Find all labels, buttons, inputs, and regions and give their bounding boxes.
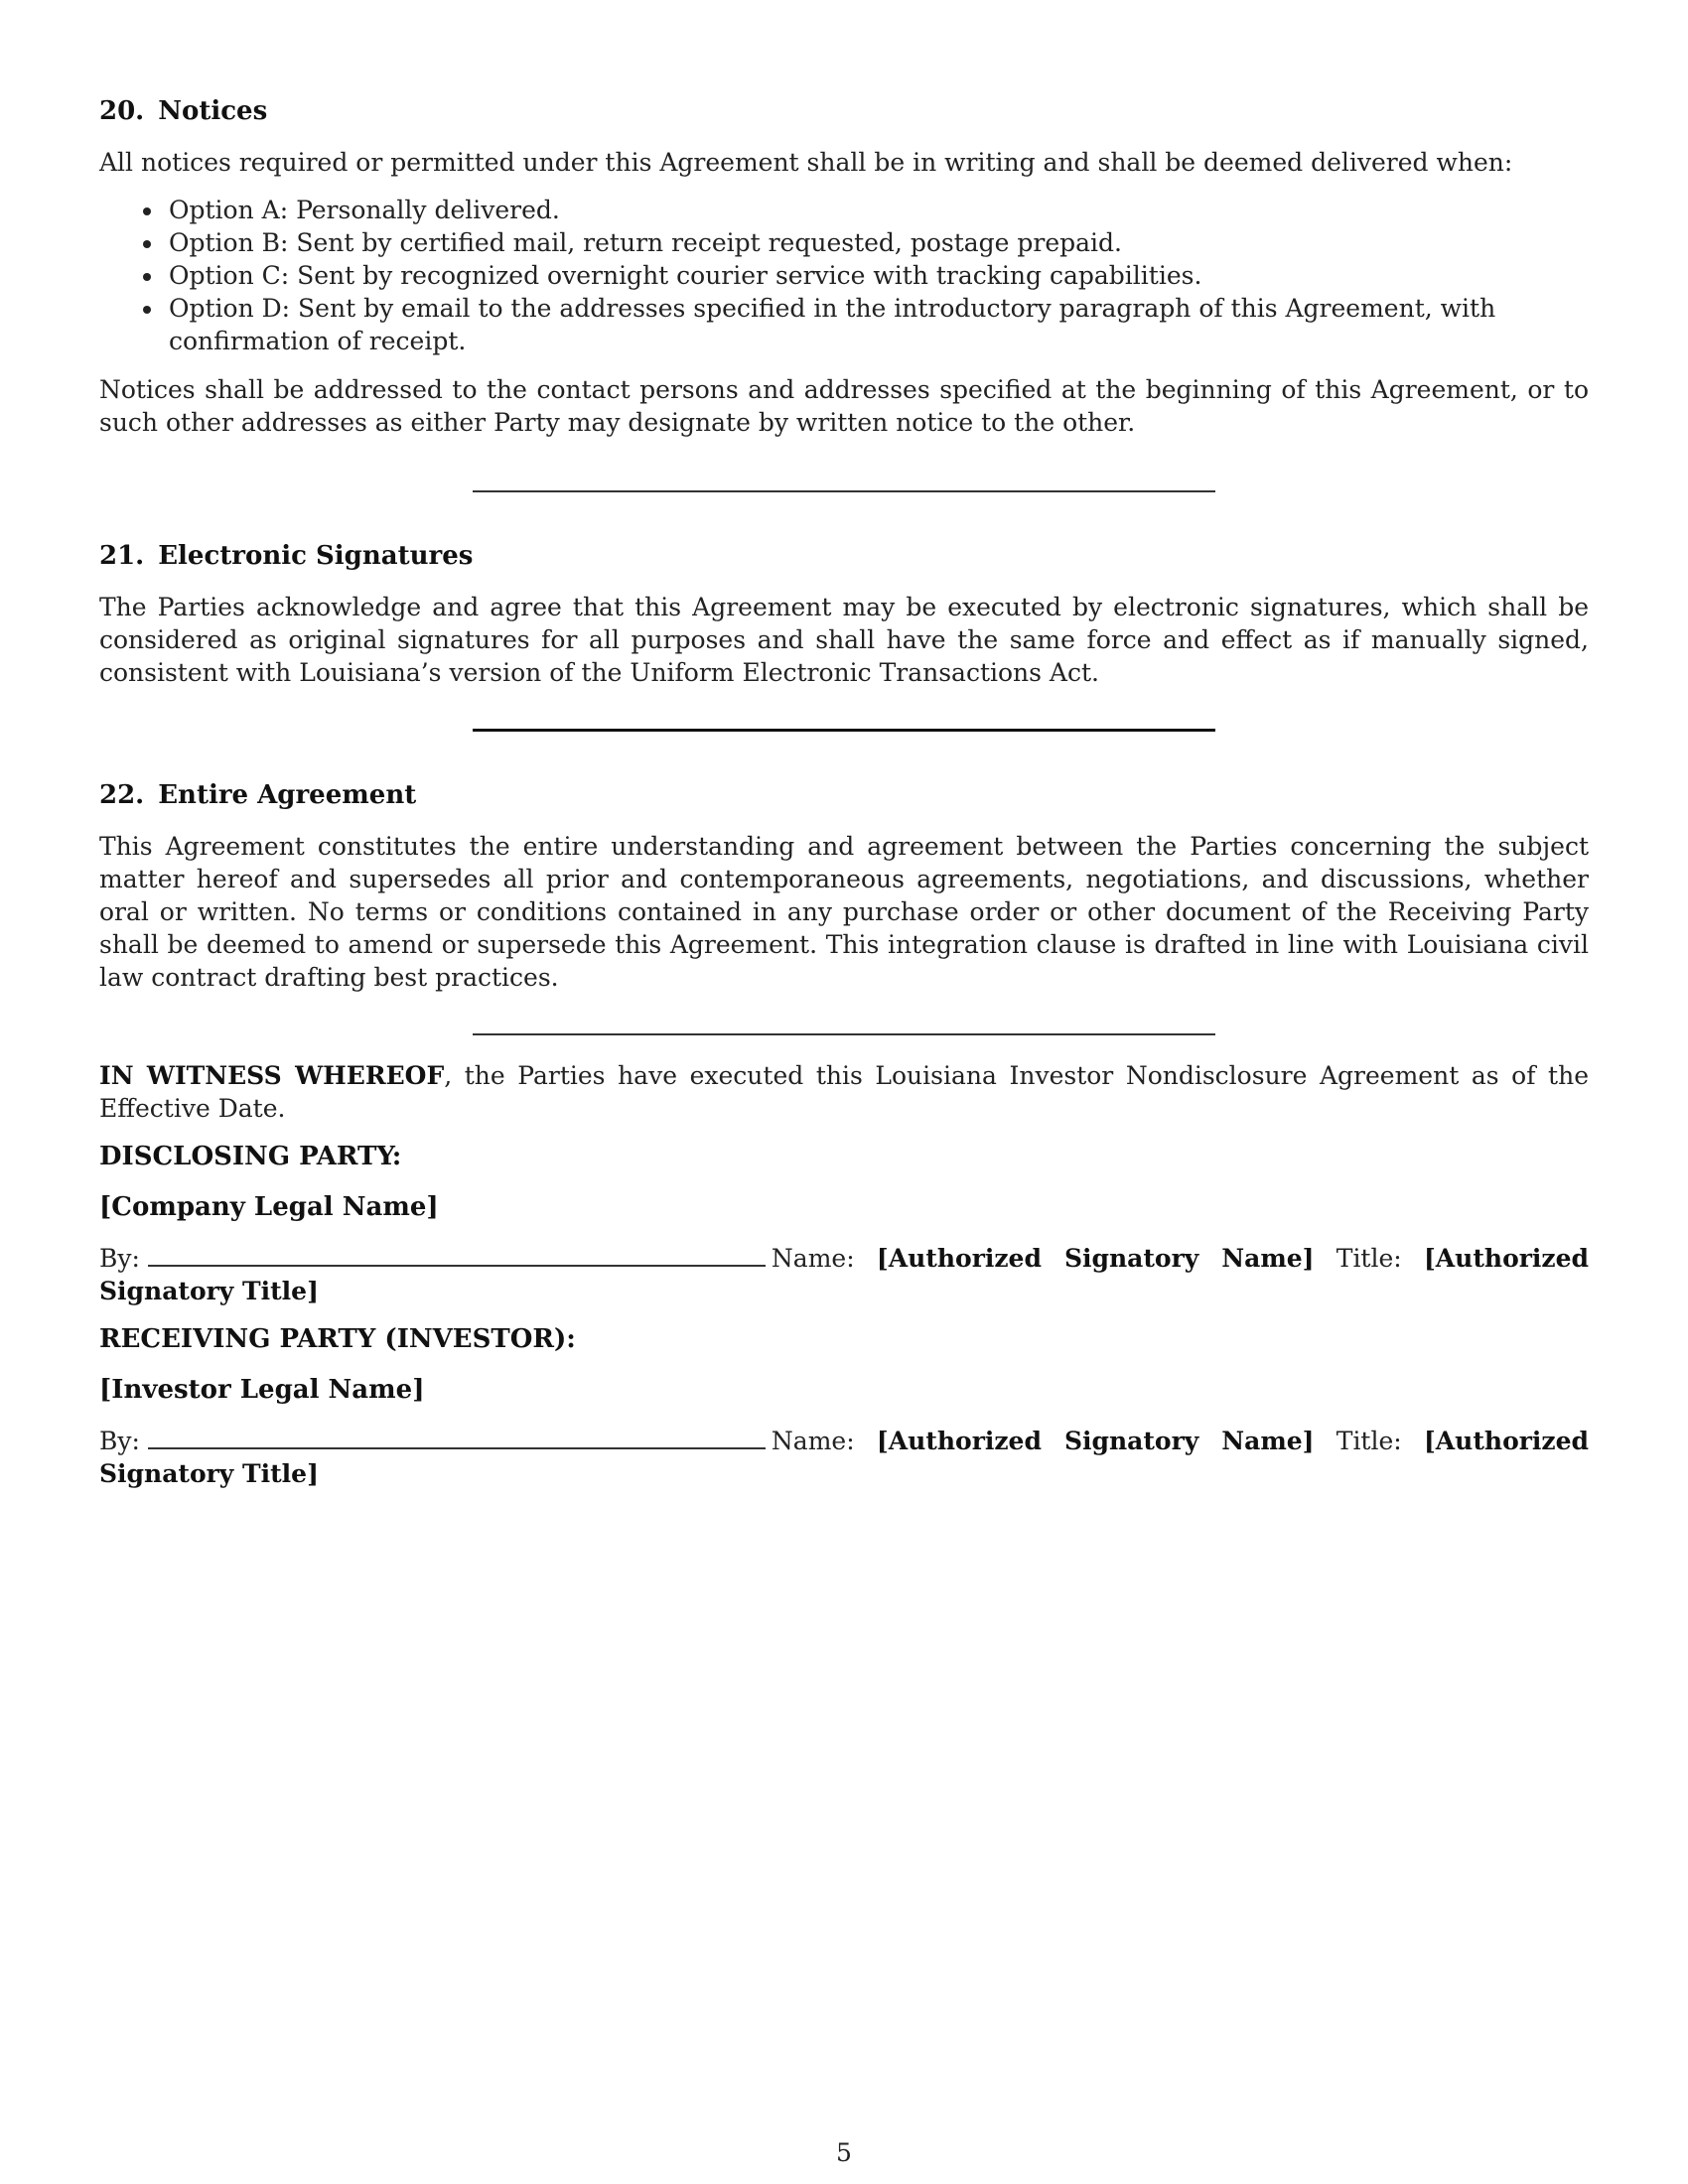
disclosing-party-heading: DISCLOSING PARTY: xyxy=(99,1142,402,1171)
section-divider xyxy=(473,729,1215,732)
notice-options-list xyxy=(99,194,1589,357)
document-page xyxy=(99,95,1589,1490)
notices-intro: All notices required or permitted under this Agreement shall be in writing and shall be deemed delivered when: xyxy=(99,148,1513,177)
list-item: Option D: Sent by email to the addresses specified in the introductory paragraph of this Agreement, with confirmation of receipt. xyxy=(169,292,1589,357)
section-divider xyxy=(473,1033,1215,1035)
list-item: Option B: Sent by certified mail, return receipt requested, postage prepaid. xyxy=(169,226,1589,259)
receiving-signature-block: By: Name: [Authorized Signatory Name] Title: [Authorized Signatory Title] xyxy=(99,1427,1590,1488)
list-item: Option A: Personally delivered. xyxy=(169,194,1589,226)
investor-legal-name: [Investor Legal Name] xyxy=(99,1375,425,1405)
signature-line[interactable] xyxy=(148,1243,766,1267)
electronic-signatures-body: The Parties acknowledge and agree that this Agreement may be executed by electronic signatures, which shall be considered as original signatures for all purposes and shall have the same force and effect as if manually signed, consistent with Louisiana’s version of the Uniform Electronic Transactions Act. xyxy=(99,593,1589,687)
entire-agreement-body: This Agreement constitutes the entire understanding and agreement between the Parties concerning the subject matter hereof and supersedes all prior and contemporaneous agreements, negotiations, and discussions, whether oral or written. No terms or conditions contained in any purchase order or other document of the Receiving Party shall be deemed to amend or supersede this Agreement. This integration clause is drafted in line with Louisiana civil law contract drafting best practices. xyxy=(99,832,1589,992)
section-heading-notices: 20. Notices xyxy=(99,96,268,126)
signature-line[interactable] xyxy=(148,1426,766,1449)
receiving-party-heading: RECEIVING PARTY (INVESTOR): xyxy=(99,1324,576,1354)
section-heading-electronic-signatures: 21. Electronic Signatures xyxy=(99,541,474,571)
page-number: 5 xyxy=(836,2138,852,2167)
witness-clause: IN WITNESS WHEREOF, the Parties have executed this Louisiana Investor Nondisclosure Agreement as of the Effective Date. xyxy=(99,1061,1590,1123)
notices-closing: Notices shall be addressed to the contact persons and addresses specified at the beginning of this Agreement, or to such other addresses as either Party may designate by written notice to the other. xyxy=(99,375,1589,437)
disclosing-signature-block: By: Name: [Authorized Signatory Name] Title: [Authorized Signatory Title] xyxy=(99,1244,1590,1305)
section-divider xyxy=(473,490,1215,492)
company-legal-name: [Company Legal Name] xyxy=(99,1192,439,1222)
section-heading-entire-agreement: 22. Entire Agreement xyxy=(99,780,417,810)
list-item: Option C: Sent by recognized overnight courier service with tracking capabilities. xyxy=(169,259,1589,292)
